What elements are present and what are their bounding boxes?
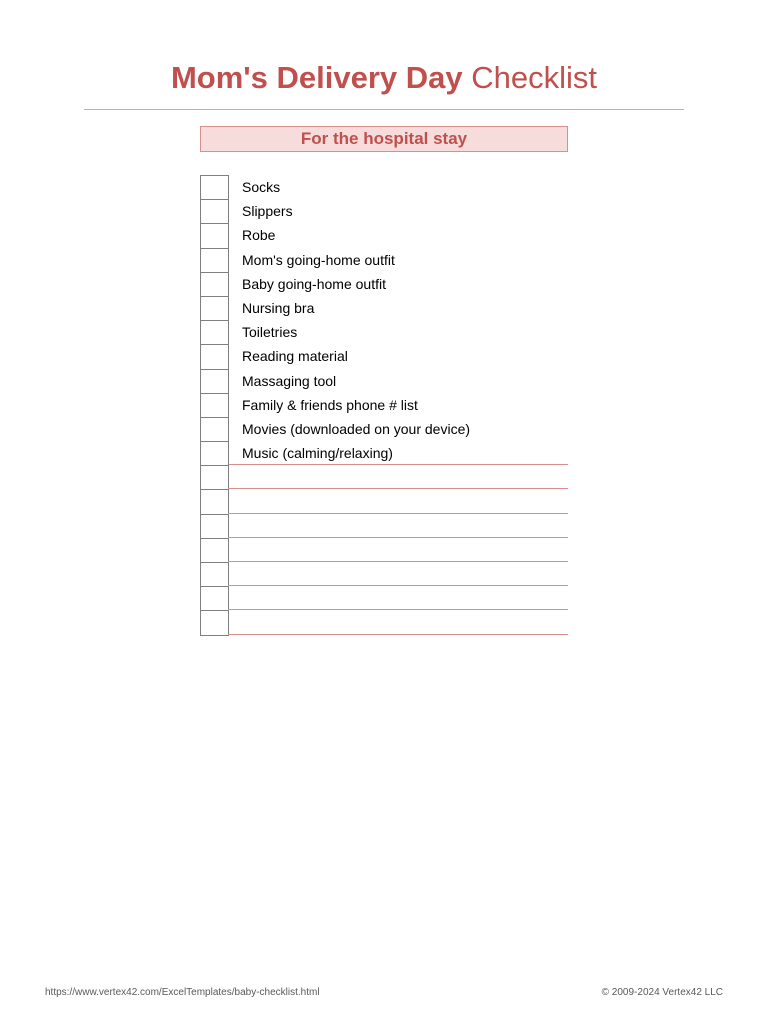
item-label: Family & friends phone # list <box>242 396 418 413</box>
item-checkbox[interactable] <box>200 175 229 199</box>
list-item <box>200 441 568 465</box>
item-label: Slippers <box>242 203 293 220</box>
item-checkbox[interactable] <box>200 199 229 223</box>
blank-list-item <box>200 610 568 634</box>
item-checkbox[interactable] <box>200 441 229 465</box>
blank-list-item <box>200 538 568 562</box>
blank-list-item <box>200 514 568 538</box>
blank-list-item <box>200 465 568 489</box>
list-item <box>200 417 568 441</box>
item-checkbox[interactable] <box>200 223 229 247</box>
list-item <box>200 175 568 199</box>
footer-url[interactable]: https://www.vertex42.com/ExcelTemplates/baby-checklist.html <box>45 987 320 998</box>
item-checkbox[interactable] <box>200 320 229 344</box>
item-checkbox[interactable] <box>200 272 229 296</box>
item-label: Toiletries <box>242 324 298 341</box>
title-bold-part: Mom's Delivery Day <box>170 60 463 95</box>
title-light-part: Checklist <box>471 60 598 95</box>
item-checkbox[interactable] <box>200 586 229 610</box>
item-checkbox[interactable] <box>200 538 229 562</box>
item-label: Massaging tool <box>242 372 337 389</box>
item-label: Reading material <box>242 348 348 365</box>
list-item <box>200 223 568 247</box>
item-checkbox[interactable] <box>200 562 229 586</box>
item-label: Nursing bra <box>242 299 315 316</box>
item-checkbox[interactable] <box>200 393 229 417</box>
item-label: Robe <box>242 227 276 244</box>
blank-list-item <box>200 586 568 610</box>
blank-entry-line[interactable] <box>228 634 568 635</box>
item-checkbox[interactable] <box>200 514 229 538</box>
item-label: Mom's going-home outfit <box>242 251 395 268</box>
blank-list-item <box>200 562 568 586</box>
list-item <box>200 248 568 272</box>
item-label: Socks <box>242 179 281 195</box>
item-checkbox[interactable] <box>200 296 229 320</box>
checklist <box>200 175 568 635</box>
list-item <box>200 369 568 393</box>
footer-copyright: © 2009-2024 Vertex42 LLC <box>601 987 723 998</box>
list-item <box>200 393 568 417</box>
list-item <box>200 296 568 320</box>
item-label: Baby going-home outfit <box>242 275 386 292</box>
item-checkbox[interactable] <box>200 610 229 635</box>
title-divider <box>84 109 684 110</box>
list-item <box>200 199 568 223</box>
item-label: Movies (downloaded on your device) <box>242 420 471 437</box>
list-item <box>200 320 568 344</box>
item-checkbox[interactable] <box>200 417 229 441</box>
item-checkbox[interactable] <box>200 465 229 489</box>
item-checkbox[interactable] <box>200 248 229 272</box>
page-title <box>0 58 768 98</box>
blank-list-item <box>200 489 568 513</box>
item-checkbox[interactable] <box>200 369 229 393</box>
item-label: Music (calming/relaxing) <box>242 445 393 462</box>
section-header: For the hospital stay <box>200 126 568 152</box>
item-checkbox[interactable] <box>200 344 229 368</box>
list-item <box>200 344 568 368</box>
list-item <box>200 272 568 296</box>
item-checkbox[interactable] <box>200 489 229 513</box>
